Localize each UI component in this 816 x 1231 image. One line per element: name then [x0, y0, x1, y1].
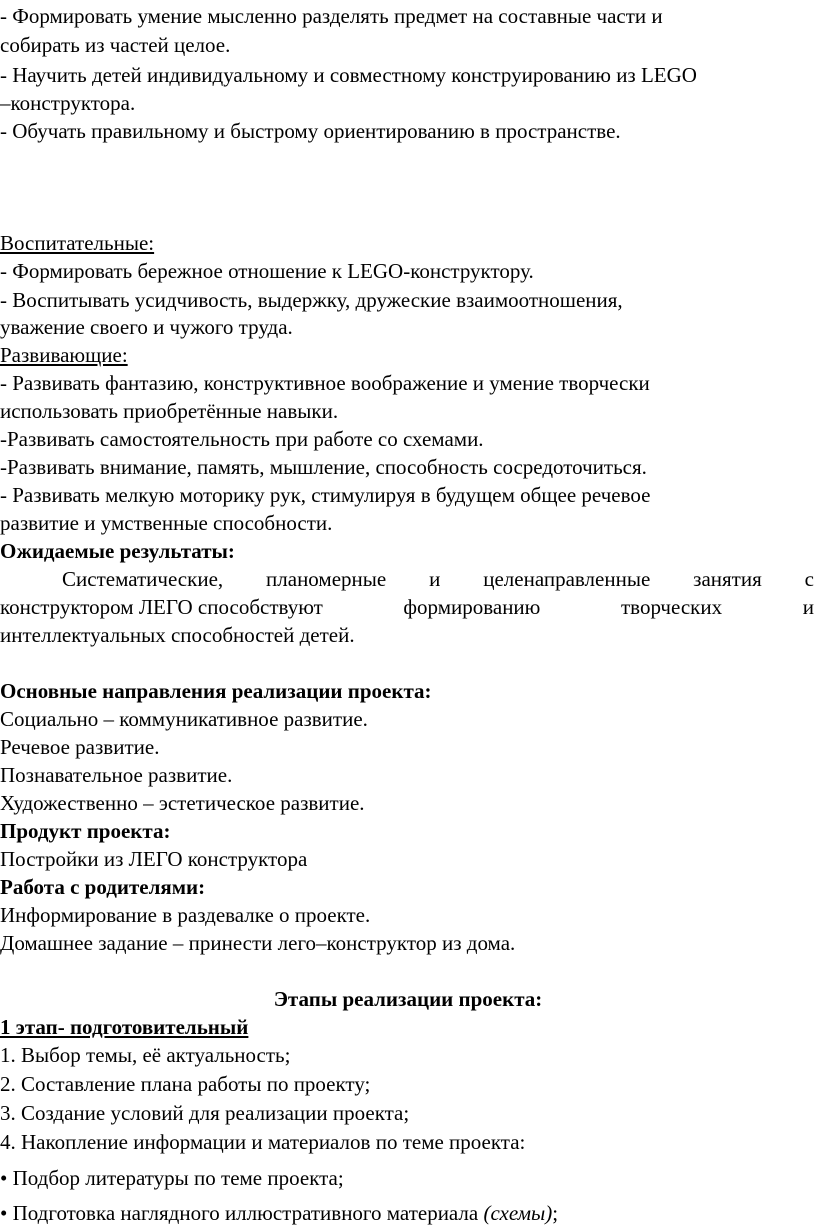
stage-item: • Подбор литературы по теме проекта; — [0, 1166, 344, 1190]
results-line-3: интеллектуальных способностей детей. — [0, 623, 355, 647]
stage-item-last — [0, 1199, 558, 1227]
results-line-1 — [0, 565, 814, 593]
educational-line: - Воспитывать усидчивость, выдержку, дружеские взаимоотношения, — [0, 288, 623, 312]
product-heading: Продукт проекта: — [0, 819, 171, 843]
results-line-2 — [0, 593, 814, 621]
results-word: целенаправленные — [483, 567, 651, 591]
intro-line: –конструктора. — [0, 91, 136, 115]
results-word: планомерные — [266, 567, 387, 591]
educational-line: уважение своего и чужого труда. — [0, 315, 293, 339]
results-word: Систематические, — [62, 567, 224, 591]
directions-item: Познавательное развитие. — [0, 763, 233, 787]
directions-item: Художественно – эстетическое развитие. — [0, 791, 365, 815]
results-heading: Ожидаемые результаты: — [0, 539, 235, 563]
parents-item: Информирование в раздевалке о проекте. — [0, 903, 371, 927]
directions-item: Социально – коммуникативное развитие. — [0, 707, 368, 731]
directions-item: Речевое развитие. — [0, 735, 160, 759]
stage-item: 3. Создание условий для реализации проекта; — [0, 1101, 410, 1125]
product-text: Постройки из ЛЕГО конструктора — [0, 847, 308, 871]
stage-item-last-prefix: • Подготовка наглядного иллюстративного материала — [0, 1201, 484, 1225]
stage-item: 2. Составление плана работы по проекту; — [0, 1072, 371, 1096]
intro-line: - Научить детей индивидуальному и совместному конструированию из LEGO — [0, 63, 697, 87]
educational-line: - Формировать бережное отношение к LEGO-конструктору. — [0, 259, 534, 283]
stage-item-last-suffix: ; — [552, 1201, 559, 1225]
developmental-line: развитие и умственные способности. — [0, 511, 333, 535]
results-word: формированию — [403, 595, 541, 619]
results-word: творческих — [621, 595, 723, 619]
educational-heading: Воспитательные: — [0, 231, 155, 255]
directions-heading: Основные направления реализации проекта: — [0, 679, 432, 703]
parents-heading: Работа с родителями: — [0, 875, 206, 899]
developmental-line: -Развивать внимание, память, мышление, способность сосредоточиться. — [0, 455, 647, 479]
intro-line: - Формировать умение мысленно разделять предмет на составные части и — [0, 4, 663, 28]
results-word: конструктором ЛЕГО способствуют — [0, 595, 323, 619]
stage-item: 4. Накопление информации и материалов по теме проекта: — [0, 1130, 526, 1154]
developmental-line: - Развивать мелкую моторику рук, стимулируя в будущем общее речевое — [0, 483, 651, 507]
parents-item: Домашнее задание – принести лего–конструктор из дома. — [0, 931, 516, 955]
intro-line: собирать из частей целое. — [0, 33, 231, 57]
stage-item: 1. Выбор темы, её актуальность; — [0, 1043, 291, 1067]
results-word: с — [804, 567, 814, 591]
developmental-line: - Развивать фантазию, конструктивное воображение и умение творчески — [0, 371, 650, 395]
developmental-heading: Развивающие: — [0, 343, 128, 367]
stage-item-last-italic: (схемы) — [483, 1201, 553, 1225]
results-word: и — [802, 595, 814, 619]
developmental-line: -Развивать самостоятельность при работе со схемами. — [0, 427, 484, 451]
results-word: занятия — [693, 567, 762, 591]
stages-heading: Этапы реализации проекта: — [273, 987, 543, 1011]
results-word: и — [429, 567, 441, 591]
developmental-line: использовать приобретённые навыки. — [0, 399, 339, 423]
intro-line: - Обучать правильному и быстрому ориентированию в пространстве. — [0, 119, 621, 143]
stage1-heading: 1 этап- подготовительный — [0, 1015, 249, 1039]
